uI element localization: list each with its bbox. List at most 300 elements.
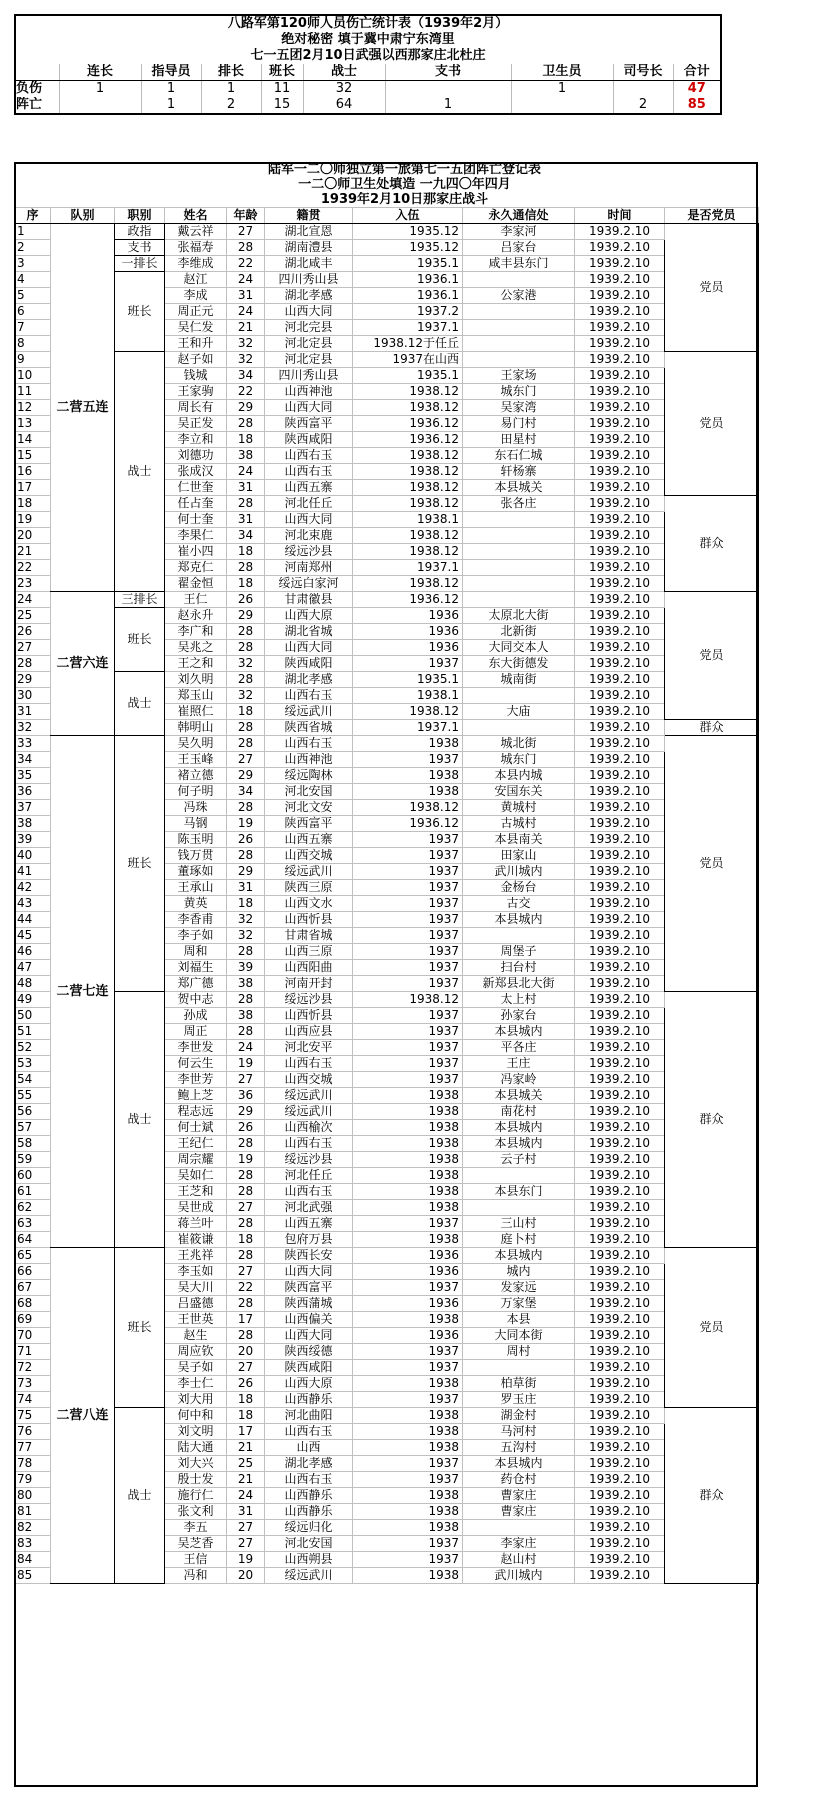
soldier-age: 18 bbox=[227, 896, 265, 912]
death-date: 1939.2.10 bbox=[575, 1520, 665, 1536]
party-status: 群众 bbox=[665, 1408, 759, 1584]
summary-cell: 1 bbox=[385, 97, 511, 114]
soldier-hometown: 绥远武川 bbox=[265, 1088, 353, 1104]
death-date: 1939.2.10 bbox=[575, 1392, 665, 1408]
soldier-name: 陆大通 bbox=[165, 1440, 227, 1456]
row-number: 11 bbox=[15, 384, 51, 400]
soldier-name: 鲍上芝 bbox=[165, 1088, 227, 1104]
death-date: 1939.2.10 bbox=[575, 528, 665, 544]
row-number: 31 bbox=[15, 704, 51, 720]
soldier-hometown: 山西右玉 bbox=[265, 464, 353, 480]
soldier-age: 27 bbox=[227, 1264, 265, 1280]
register-row bbox=[15, 1408, 759, 1424]
contact-address: 赵山村 bbox=[463, 1552, 575, 1568]
row-number: 17 bbox=[15, 480, 51, 496]
enlistment-date: 1938.12 bbox=[353, 992, 463, 1008]
summary-title-row bbox=[15, 32, 721, 48]
row-number: 41 bbox=[15, 864, 51, 880]
unit-name: 二营七连 bbox=[51, 736, 115, 1248]
soldier-hometown: 山西文水 bbox=[265, 896, 353, 912]
death-date: 1939.2.10 bbox=[575, 304, 665, 320]
soldier-hometown: 山西右玉 bbox=[265, 1472, 353, 1488]
soldier-name: 王承山 bbox=[165, 880, 227, 896]
enlistment-date: 1938.12 bbox=[353, 480, 463, 496]
register-header-cell: 时间 bbox=[575, 208, 665, 224]
role-label: 战士 bbox=[115, 1408, 165, 1584]
soldier-name: 郑广德 bbox=[165, 976, 227, 992]
soldier-age: 24 bbox=[227, 1040, 265, 1056]
soldier-age: 20 bbox=[227, 1344, 265, 1360]
role-label: 班长 bbox=[115, 1248, 165, 1408]
soldier-hometown: 山西静乐 bbox=[265, 1392, 353, 1408]
summary-cell bbox=[511, 97, 613, 114]
soldier-age: 34 bbox=[227, 784, 265, 800]
party-status: 党员 bbox=[665, 224, 759, 352]
soldier-age: 27 bbox=[227, 1360, 265, 1376]
row-number: 13 bbox=[15, 416, 51, 432]
enlistment-date: 1937 bbox=[353, 896, 463, 912]
soldier-hometown: 山西应县 bbox=[265, 1024, 353, 1040]
soldier-name: 钱万贯 bbox=[165, 848, 227, 864]
row-number: 42 bbox=[15, 880, 51, 896]
death-date: 1939.2.10 bbox=[575, 384, 665, 400]
contact-address: 公家港 bbox=[463, 288, 575, 304]
enlistment-date: 1937 bbox=[353, 1216, 463, 1232]
soldier-hometown: 陕西咸阳 bbox=[265, 432, 353, 448]
soldier-hometown: 山西 bbox=[265, 1440, 353, 1456]
death-date: 1939.2.10 bbox=[575, 960, 665, 976]
row-number: 76 bbox=[15, 1424, 51, 1440]
contact-address bbox=[463, 928, 575, 944]
contact-address: 五沟村 bbox=[463, 1440, 575, 1456]
death-date: 1939.2.10 bbox=[575, 880, 665, 896]
contact-address: 王家场 bbox=[463, 368, 575, 384]
soldier-age: 24 bbox=[227, 304, 265, 320]
contact-address: 吴家湾 bbox=[463, 400, 575, 416]
row-number: 32 bbox=[15, 720, 51, 736]
soldier-hometown: 陕西富平 bbox=[265, 1280, 353, 1296]
soldier-hometown: 山西大同 bbox=[265, 304, 353, 320]
register-row bbox=[15, 352, 759, 368]
register-row bbox=[15, 256, 759, 272]
contact-address: 孙家台 bbox=[463, 1008, 575, 1024]
soldier-age: 28 bbox=[227, 720, 265, 736]
enlistment-date: 1936.1 bbox=[353, 288, 463, 304]
soldier-hometown: 湖北咸丰 bbox=[265, 256, 353, 272]
death-date: 1939.2.10 bbox=[575, 704, 665, 720]
death-date: 1939.2.10 bbox=[575, 608, 665, 624]
enlistment-date: 1938.12 bbox=[353, 384, 463, 400]
party-status: 群众 bbox=[665, 720, 759, 736]
summary-title: 八路军第120师人员伤亡统计表（1939年2月） bbox=[227, 16, 509, 31]
enlistment-date: 1938 bbox=[353, 1184, 463, 1200]
soldier-hometown: 绥远沙县 bbox=[265, 544, 353, 560]
soldier-hometown: 湖北孝感 bbox=[265, 672, 353, 688]
soldier-age: 36 bbox=[227, 1088, 265, 1104]
enlistment-date: 1938 bbox=[353, 1568, 463, 1584]
summary-cell bbox=[59, 97, 141, 114]
summary-title-row bbox=[15, 48, 721, 64]
soldier-age: 28 bbox=[227, 672, 265, 688]
enlistment-date: 1938.12 bbox=[353, 496, 463, 512]
enlistment-date: 1938 bbox=[353, 1520, 463, 1536]
soldier-name: 刘大用 bbox=[165, 1392, 227, 1408]
soldier-name: 刘德功 bbox=[165, 448, 227, 464]
soldier-name: 王芝和 bbox=[165, 1184, 227, 1200]
soldier-age: 22 bbox=[227, 256, 265, 272]
row-number: 69 bbox=[15, 1312, 51, 1328]
soldier-name: 何云生 bbox=[165, 1056, 227, 1072]
soldier-age: 38 bbox=[227, 448, 265, 464]
soldier-hometown: 河北武强 bbox=[265, 1200, 353, 1216]
enlistment-date: 1937 bbox=[353, 832, 463, 848]
soldier-age: 28 bbox=[227, 800, 265, 816]
soldier-name: 吴正发 bbox=[165, 416, 227, 432]
contact-address: 曹家庄 bbox=[463, 1488, 575, 1504]
summary-header-cell: 连长 bbox=[59, 64, 141, 81]
soldier-age: 28 bbox=[227, 944, 265, 960]
soldier-name: 张成汉 bbox=[165, 464, 227, 480]
death-date: 1939.2.10 bbox=[575, 1504, 665, 1520]
contact-address: 城内 bbox=[463, 1264, 575, 1280]
soldier-name: 刘久明 bbox=[165, 672, 227, 688]
soldier-name: 褚立德 bbox=[165, 768, 227, 784]
soldier-age: 32 bbox=[227, 688, 265, 704]
soldier-name: 吴如仁 bbox=[165, 1168, 227, 1184]
contact-address: 李家河 bbox=[463, 224, 575, 240]
soldier-hometown: 河南郑州 bbox=[265, 560, 353, 576]
soldier-age: 27 bbox=[227, 224, 265, 240]
death-register-table bbox=[14, 162, 759, 1584]
enlistment-date: 1938 bbox=[353, 1200, 463, 1216]
row-number: 51 bbox=[15, 1024, 51, 1040]
soldier-hometown: 绥远白家河 bbox=[265, 576, 353, 592]
enlistment-date: 1938.12 bbox=[353, 704, 463, 720]
soldier-hometown: 山西五寨 bbox=[265, 832, 353, 848]
death-date: 1939.2.10 bbox=[575, 1024, 665, 1040]
row-number: 22 bbox=[15, 560, 51, 576]
soldier-name: 王玉峰 bbox=[165, 752, 227, 768]
enlistment-date: 1937 bbox=[353, 880, 463, 896]
summary-subtitle1: 绝对秘密 填于冀中肃宁东湾里 bbox=[281, 32, 455, 47]
register-title3: 1939年2月10日那家庄战斗 bbox=[320, 192, 489, 207]
death-date: 1939.2.10 bbox=[575, 416, 665, 432]
soldier-age: 24 bbox=[227, 272, 265, 288]
enlistment-date: 1938 bbox=[353, 1312, 463, 1328]
soldier-age: 19 bbox=[227, 1056, 265, 1072]
soldier-age: 32 bbox=[227, 336, 265, 352]
death-date: 1939.2.10 bbox=[575, 656, 665, 672]
contact-address: 周村 bbox=[463, 1344, 575, 1360]
contact-address: 大同交本人 bbox=[463, 640, 575, 656]
enlistment-date: 1935.1 bbox=[353, 256, 463, 272]
role-label: 支书 bbox=[115, 240, 165, 256]
party-status: 群众 bbox=[665, 992, 759, 1248]
register-header-cell: 姓名 bbox=[165, 208, 227, 224]
enlistment-date: 1935.1 bbox=[353, 672, 463, 688]
soldier-hometown: 陕西咸阳 bbox=[265, 656, 353, 672]
soldier-name: 李成 bbox=[165, 288, 227, 304]
summary-header-row bbox=[15, 64, 721, 81]
row-number: 29 bbox=[15, 672, 51, 688]
death-date: 1939.2.10 bbox=[575, 1296, 665, 1312]
contact-address: 金杨台 bbox=[463, 880, 575, 896]
soldier-name: 程志远 bbox=[165, 1104, 227, 1120]
death-date: 1939.2.10 bbox=[575, 640, 665, 656]
soldier-age: 31 bbox=[227, 480, 265, 496]
summary-subtitle2: 七一五团2月10日武强以西那家庄北杜庄 bbox=[250, 48, 486, 63]
contact-address: 本县 bbox=[463, 1312, 575, 1328]
death-date: 1939.2.10 bbox=[575, 752, 665, 768]
soldier-name: 吴子如 bbox=[165, 1360, 227, 1376]
row-number: 84 bbox=[15, 1552, 51, 1568]
death-date: 1939.2.10 bbox=[575, 368, 665, 384]
enlistment-date: 1936.12 bbox=[353, 816, 463, 832]
soldier-age: 18 bbox=[227, 576, 265, 592]
row-number: 79 bbox=[15, 1472, 51, 1488]
contact-address: 田星村 bbox=[463, 432, 575, 448]
death-date: 1939.2.10 bbox=[575, 832, 665, 848]
role-label: 班长 bbox=[115, 608, 165, 672]
soldier-hometown: 河北完县 bbox=[265, 320, 353, 336]
enlistment-date: 1938.12 bbox=[353, 800, 463, 816]
row-number: 56 bbox=[15, 1104, 51, 1120]
contact-address: 太上村 bbox=[463, 992, 575, 1008]
unit-name: 二营八连 bbox=[51, 1248, 115, 1584]
summary-row-label: 负伤 bbox=[15, 81, 59, 98]
summary-cell: 2 bbox=[613, 97, 673, 114]
contact-address: 城北街 bbox=[463, 736, 575, 752]
contact-address: 古城村 bbox=[463, 816, 575, 832]
contact-address: 庭卜村 bbox=[463, 1232, 575, 1248]
enlistment-date: 1937.1 bbox=[353, 320, 463, 336]
death-date: 1939.2.10 bbox=[575, 1248, 665, 1264]
row-number: 9 bbox=[15, 352, 51, 368]
soldier-hometown: 湖北省城 bbox=[265, 624, 353, 640]
soldier-age: 28 bbox=[227, 1216, 265, 1232]
enlistment-date: 1938 bbox=[353, 1168, 463, 1184]
death-date: 1939.2.10 bbox=[575, 464, 665, 480]
party-status: 党员 bbox=[665, 1248, 759, 1408]
soldier-name: 吕盛德 bbox=[165, 1296, 227, 1312]
contact-address bbox=[463, 512, 575, 528]
soldier-age: 39 bbox=[227, 960, 265, 976]
soldier-name: 崔筱谦 bbox=[165, 1232, 227, 1248]
row-number: 82 bbox=[15, 1520, 51, 1536]
role-label: 政指 bbox=[115, 224, 165, 240]
contact-address: 罗玉庄 bbox=[463, 1392, 575, 1408]
summary-row bbox=[15, 97, 721, 114]
soldier-age: 28 bbox=[227, 1328, 265, 1344]
row-number: 14 bbox=[15, 432, 51, 448]
contact-address: 万家堡 bbox=[463, 1296, 575, 1312]
soldier-age: 26 bbox=[227, 832, 265, 848]
register-title-row bbox=[15, 162, 759, 177]
soldier-name: 赵子如 bbox=[165, 352, 227, 368]
death-date: 1939.2.10 bbox=[575, 784, 665, 800]
soldier-name: 贺中志 bbox=[165, 992, 227, 1008]
contact-address: 扫台村 bbox=[463, 960, 575, 976]
register-title2: 一二〇师卫生处填造 一九四〇年四月 bbox=[298, 177, 511, 192]
soldier-hometown: 山西神池 bbox=[265, 752, 353, 768]
soldier-hometown: 山西交城 bbox=[265, 1072, 353, 1088]
soldier-name: 殷士发 bbox=[165, 1472, 227, 1488]
soldier-hometown: 湖北孝感 bbox=[265, 1456, 353, 1472]
death-date: 1939.2.10 bbox=[575, 816, 665, 832]
death-date: 1939.2.10 bbox=[575, 240, 665, 256]
contact-address: 田家山 bbox=[463, 848, 575, 864]
soldier-name: 冯珠 bbox=[165, 800, 227, 816]
row-number: 30 bbox=[15, 688, 51, 704]
soldier-name: 郑克仁 bbox=[165, 560, 227, 576]
soldier-hometown: 陕西三原 bbox=[265, 880, 353, 896]
enlistment-date: 1937 bbox=[353, 848, 463, 864]
enlistment-date: 1937.1 bbox=[353, 560, 463, 576]
soldier-age: 27 bbox=[227, 752, 265, 768]
contact-address: 本县内城 bbox=[463, 768, 575, 784]
row-number: 10 bbox=[15, 368, 51, 384]
contact-address: 城南街 bbox=[463, 672, 575, 688]
death-date: 1939.2.10 bbox=[575, 1088, 665, 1104]
row-number: 54 bbox=[15, 1072, 51, 1088]
contact-address: 张各庄 bbox=[463, 496, 575, 512]
enlistment-date: 1936 bbox=[353, 640, 463, 656]
death-date: 1939.2.10 bbox=[575, 1280, 665, 1296]
enlistment-date: 1937 bbox=[353, 1392, 463, 1408]
row-number: 38 bbox=[15, 816, 51, 832]
contact-address: 本县东门 bbox=[463, 1184, 575, 1200]
death-date: 1939.2.10 bbox=[575, 1056, 665, 1072]
summary-cell: 11 bbox=[261, 81, 303, 98]
role-label: 战士 bbox=[115, 352, 165, 592]
soldier-age: 20 bbox=[227, 1568, 265, 1584]
soldier-age: 21 bbox=[227, 1440, 265, 1456]
soldier-hometown: 山西朔县 bbox=[265, 1552, 353, 1568]
soldier-hometown: 山西大原 bbox=[265, 1376, 353, 1392]
soldier-age: 28 bbox=[227, 992, 265, 1008]
death-date: 1939.2.10 bbox=[575, 1456, 665, 1472]
soldier-age: 24 bbox=[227, 464, 265, 480]
enlistment-date: 1938 bbox=[353, 1504, 463, 1520]
soldier-age: 31 bbox=[227, 288, 265, 304]
soldier-name: 何子明 bbox=[165, 784, 227, 800]
contact-address: 本县城内 bbox=[463, 1024, 575, 1040]
row-number: 60 bbox=[15, 1168, 51, 1184]
register-title-row bbox=[15, 177, 759, 192]
soldier-name: 崔小四 bbox=[165, 544, 227, 560]
soldier-name: 冯和 bbox=[165, 1568, 227, 1584]
soldier-age: 32 bbox=[227, 928, 265, 944]
register-header-cell: 职别 bbox=[115, 208, 165, 224]
enlistment-date: 1938 bbox=[353, 1488, 463, 1504]
register-header-cell: 队别 bbox=[51, 208, 115, 224]
register-title-row bbox=[15, 192, 759, 208]
row-number: 83 bbox=[15, 1536, 51, 1552]
soldier-hometown: 湖南澧县 bbox=[265, 240, 353, 256]
soldier-name: 赵生 bbox=[165, 1328, 227, 1344]
soldier-hometown: 陕西蒲城 bbox=[265, 1296, 353, 1312]
register-row bbox=[15, 736, 759, 752]
contact-address: 北新街 bbox=[463, 624, 575, 640]
contact-address bbox=[463, 592, 575, 608]
death-date: 1939.2.10 bbox=[575, 944, 665, 960]
death-date: 1939.2.10 bbox=[575, 864, 665, 880]
soldier-name: 黄英 bbox=[165, 896, 227, 912]
soldier-name: 李五 bbox=[165, 1520, 227, 1536]
row-number: 66 bbox=[15, 1264, 51, 1280]
soldier-name: 李香甫 bbox=[165, 912, 227, 928]
enlistment-date: 1937 bbox=[353, 1360, 463, 1376]
contact-address: 武川城内 bbox=[463, 864, 575, 880]
enlistment-date: 1938.12 bbox=[353, 400, 463, 416]
enlistment-date: 1937 bbox=[353, 976, 463, 992]
contact-address: 武川城内 bbox=[463, 1568, 575, 1584]
soldier-name: 张福寿 bbox=[165, 240, 227, 256]
role-label: 班长 bbox=[115, 272, 165, 352]
summary-cell: 15 bbox=[261, 97, 303, 114]
soldier-age: 18 bbox=[227, 432, 265, 448]
row-number: 43 bbox=[15, 896, 51, 912]
register-row bbox=[15, 240, 759, 256]
soldier-name: 何士奎 bbox=[165, 512, 227, 528]
enlistment-date: 1938 bbox=[353, 768, 463, 784]
enlistment-date: 1937 bbox=[353, 1008, 463, 1024]
soldier-name: 韩明山 bbox=[165, 720, 227, 736]
soldier-name: 任占奎 bbox=[165, 496, 227, 512]
enlistment-date: 1938 bbox=[353, 1408, 463, 1424]
soldier-hometown: 山西忻县 bbox=[265, 912, 353, 928]
row-number: 2 bbox=[15, 240, 51, 256]
register-header-cell: 籍贯 bbox=[265, 208, 353, 224]
contact-address: 曹家庄 bbox=[463, 1504, 575, 1520]
row-number: 47 bbox=[15, 960, 51, 976]
soldier-name: 吴久明 bbox=[165, 736, 227, 752]
row-number: 74 bbox=[15, 1392, 51, 1408]
enlistment-date: 1936 bbox=[353, 1264, 463, 1280]
enlistment-date: 1938 bbox=[353, 1424, 463, 1440]
soldier-name: 王之和 bbox=[165, 656, 227, 672]
register-title-gutter bbox=[15, 192, 51, 208]
row-number: 25 bbox=[15, 608, 51, 624]
summary-cell: 1 bbox=[511, 81, 613, 98]
contact-address: 新郑县北大街 bbox=[463, 976, 575, 992]
soldier-age: 25 bbox=[227, 1456, 265, 1472]
row-number: 71 bbox=[15, 1344, 51, 1360]
soldier-hometown: 山西大同 bbox=[265, 512, 353, 528]
death-date: 1939.2.10 bbox=[575, 544, 665, 560]
contact-address bbox=[463, 304, 575, 320]
enlistment-date: 1938.12 bbox=[353, 544, 463, 560]
soldier-age: 38 bbox=[227, 976, 265, 992]
row-number: 20 bbox=[15, 528, 51, 544]
soldier-name: 董琢如 bbox=[165, 864, 227, 880]
soldier-age: 26 bbox=[227, 1376, 265, 1392]
contact-address bbox=[463, 528, 575, 544]
register-row bbox=[15, 272, 759, 288]
row-number: 55 bbox=[15, 1088, 51, 1104]
enlistment-date: 1937 bbox=[353, 1344, 463, 1360]
summary-header-cell: 合计 bbox=[673, 64, 721, 81]
death-date: 1939.2.10 bbox=[575, 1328, 665, 1344]
enlistment-date: 1938.12 bbox=[353, 528, 463, 544]
soldier-hometown: 陕西省城 bbox=[265, 720, 353, 736]
enlistment-date: 1936 bbox=[353, 1296, 463, 1312]
enlistment-date: 1938.12 bbox=[353, 576, 463, 592]
death-date: 1939.2.10 bbox=[575, 352, 665, 368]
soldier-name: 周应钦 bbox=[165, 1344, 227, 1360]
enlistment-date: 1938 bbox=[353, 1088, 463, 1104]
soldier-hometown: 山西静乐 bbox=[265, 1504, 353, 1520]
